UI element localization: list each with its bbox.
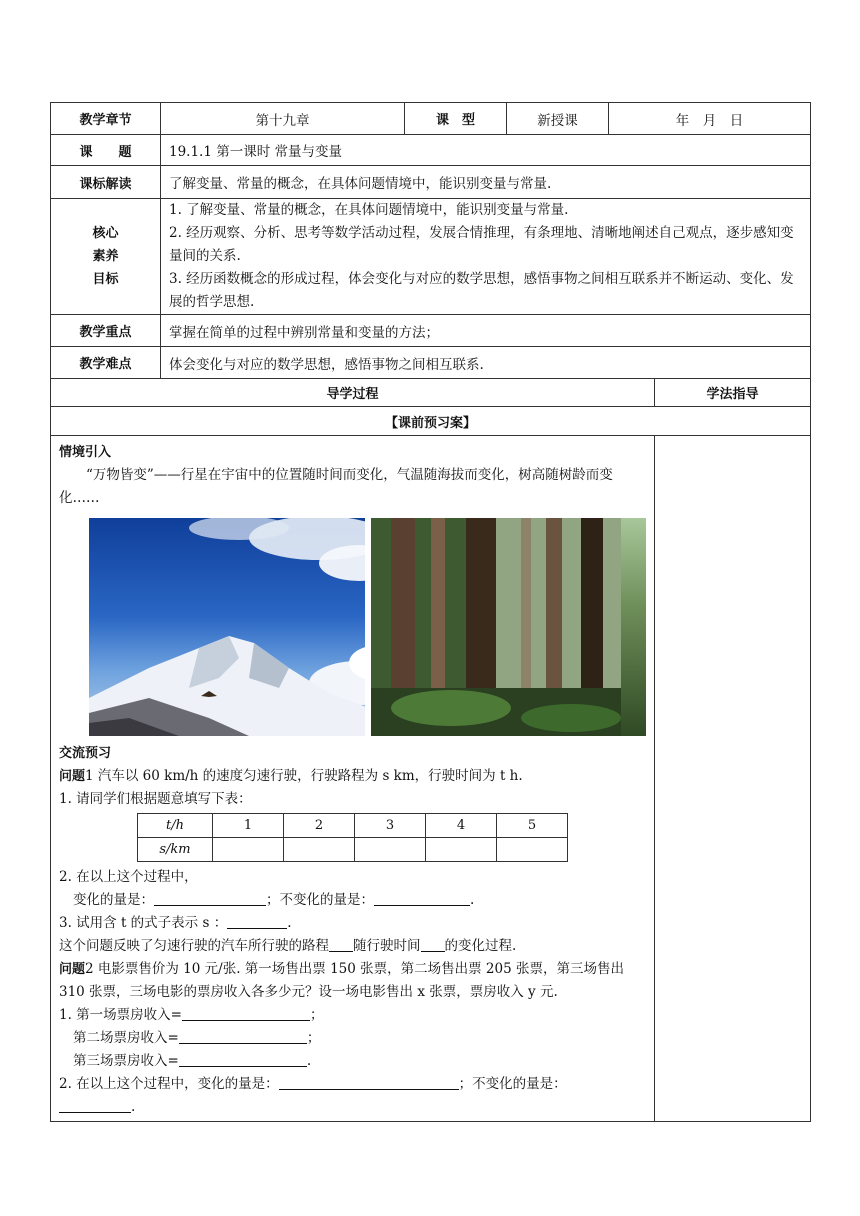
q1-step2-line xyxy=(59,889,646,912)
section-title-row xyxy=(51,407,811,436)
q1-step2-a: 变化的量是： xyxy=(73,892,154,908)
table-input-cell[interactable] xyxy=(355,838,426,862)
q2-step2-a: 2. 在以上这个过程中，变化的量是： xyxy=(59,1076,279,1092)
lesson-plan-page xyxy=(50,102,810,1122)
content-row xyxy=(51,436,811,1122)
q2-step1b-label: 第二场票房收入= xyxy=(73,1030,179,1046)
q1-step2-b: ；不变化的量是： xyxy=(266,892,374,908)
table-cell: t/h xyxy=(138,814,213,838)
answer-blank[interactable] xyxy=(374,891,470,906)
core-label-1: 核心 xyxy=(92,226,119,241)
answer-blank[interactable] xyxy=(279,1075,459,1090)
intro-text: “万物皆变”——行星在宇宙中的位置随时间而变化，气温随海拔而变化，树高随树龄而变化…… xyxy=(59,467,613,506)
speed-table-row-t xyxy=(138,814,568,838)
topic-label: 课 题 xyxy=(51,135,161,166)
forest-photo xyxy=(371,518,647,736)
answer-blank[interactable] xyxy=(179,1052,307,1067)
q2-step2 xyxy=(59,1073,646,1096)
key-value: 掌握在简单的过程中辨别常量和变量的方法； xyxy=(161,315,811,347)
q1-reflect-a: 这个问题反映了匀速行驶的汽车所行驶的路程 xyxy=(59,938,329,954)
question-1 xyxy=(59,765,646,788)
table-cell: 3 xyxy=(355,814,426,838)
table-cell: 1 xyxy=(213,814,284,838)
date-value: 年 月 日 xyxy=(609,103,811,135)
table-cell: 2 xyxy=(284,814,355,838)
speed-table-row-s xyxy=(138,838,568,862)
question-1-label: 问题 xyxy=(59,769,86,784)
answer-blank[interactable] xyxy=(329,937,353,952)
section-title: 【课前预习案】 xyxy=(51,407,811,436)
core-row xyxy=(51,199,811,315)
preview-title: 交流预习 xyxy=(59,746,112,761)
punct: . xyxy=(131,1099,136,1115)
q1-reflect xyxy=(59,935,646,958)
q1-reflect-b: 随行驶时间 xyxy=(353,938,421,954)
q2-step1-label: 1. 第一场票房收入= xyxy=(59,1007,182,1023)
table-cell: s/km xyxy=(138,838,213,862)
intro-images xyxy=(89,518,646,736)
lesson-plan-table xyxy=(50,102,811,1122)
process-left-header: 导学过程 xyxy=(51,379,655,407)
answer-blank[interactable] xyxy=(179,1029,307,1044)
process-right-header: 学法指导 xyxy=(655,379,811,407)
answer-blank[interactable] xyxy=(59,1098,131,1113)
table-cell: 5 xyxy=(497,814,568,838)
standard-label: 课标解读 xyxy=(51,166,161,199)
table-input-cell[interactable] xyxy=(284,838,355,862)
content-cell xyxy=(51,436,655,1122)
difficulty-value: 体会变化与对应的数学思想，感悟事物之间相互联系. xyxy=(161,347,811,379)
answer-blank[interactable] xyxy=(182,1006,310,1021)
method-guide-cell xyxy=(655,436,811,1122)
core-goal-1: 1. 了解变量、常量的概念，在具体问题情境中，能识别变量与常量. xyxy=(169,202,569,218)
table-input-cell[interactable] xyxy=(426,838,497,862)
core-goal-3: 3. 经历函数概念的形成过程，体会变化与对应的数学思想，感悟事物之间相互联系并不断运动、变化、发展的哲学思想. xyxy=(169,271,794,310)
core-label xyxy=(51,199,161,315)
header-row xyxy=(51,103,811,135)
punct: ； xyxy=(309,1007,324,1023)
question-2-text: 2 电影票售价为 10 元/张. 第一场售出票 150 张票，第二场售出票 205 张票，第三场售出 310 张票，三场电影的票房收入各多少元？设一场电影售出 x 张票，票房收入 y 元. xyxy=(59,961,624,1000)
mountain-photo xyxy=(89,518,365,736)
core-goals xyxy=(161,199,811,315)
mountain-illustration xyxy=(89,518,365,736)
answer-blank[interactable] xyxy=(154,891,266,906)
core-label-2: 素养 xyxy=(92,249,119,264)
question-2-label: 问题 xyxy=(59,962,86,977)
speed-table xyxy=(137,813,568,862)
topic-row xyxy=(51,135,811,166)
type-label: 课 型 xyxy=(405,103,507,135)
difficulty-label: 教学难点 xyxy=(51,347,161,379)
chapter-label: 教学章节 xyxy=(51,103,161,135)
table-input-cell[interactable] xyxy=(497,838,568,862)
q2-step2-cont xyxy=(59,1096,646,1119)
punct: . xyxy=(470,892,475,908)
q2-step2-b: ；不变化的量是： xyxy=(458,1076,567,1092)
type-value: 新授课 xyxy=(507,103,609,135)
core-label-3: 目标 xyxy=(92,272,119,287)
punct: ； xyxy=(306,1030,321,1046)
q1-step1: 1. 请同学们根据题意填写下表： xyxy=(59,791,252,807)
standard-value: 了解变量、常量的概念，在具体问题情境中，能识别变量与常量. xyxy=(161,166,811,199)
question-1-text: 1 汽车以 60 km/h 的速度匀速行驶，行驶路程为 s km，行驶时间为 t h. xyxy=(85,768,523,784)
punct: . xyxy=(306,1053,312,1069)
q1-reflect-c: 的变化过程. xyxy=(444,938,517,954)
intro-title: 情境引入 xyxy=(59,445,112,460)
answer-blank[interactable] xyxy=(421,937,445,952)
q2-step1 xyxy=(59,1004,646,1027)
answer-blank[interactable] xyxy=(227,914,287,929)
q2-step1c-label: 第三场票房收入= xyxy=(73,1053,179,1069)
q1-step3-a: 3. 试用含 t 的式子表示 s ： xyxy=(59,915,228,931)
key-label: 教学重点 xyxy=(51,315,161,347)
q1-step3 xyxy=(59,912,646,935)
table-input-cell[interactable] xyxy=(213,838,284,862)
q2-step1b xyxy=(59,1027,646,1050)
difficulty-row xyxy=(51,347,811,379)
q1-step2: 2. 在以上这个过程中， xyxy=(59,869,198,885)
process-header-row xyxy=(51,379,811,407)
topic-value: 19.1.1 第一课时 常量与变量 xyxy=(161,135,811,166)
punct: . xyxy=(287,915,292,931)
key-row xyxy=(51,315,811,347)
chapter-value: 第十九章 xyxy=(161,103,405,135)
q2-step1c xyxy=(59,1050,646,1073)
forest-illustration xyxy=(371,518,621,736)
core-goal-2: 2. 经历观察、分析、思考等数学活动过程，发展合情推理，有条理地、清晰地阐述自己观点，逐步感知变量间的关系. xyxy=(169,225,794,264)
table-cell: 4 xyxy=(426,814,497,838)
standard-row xyxy=(51,166,811,199)
question-2 xyxy=(59,958,646,1004)
